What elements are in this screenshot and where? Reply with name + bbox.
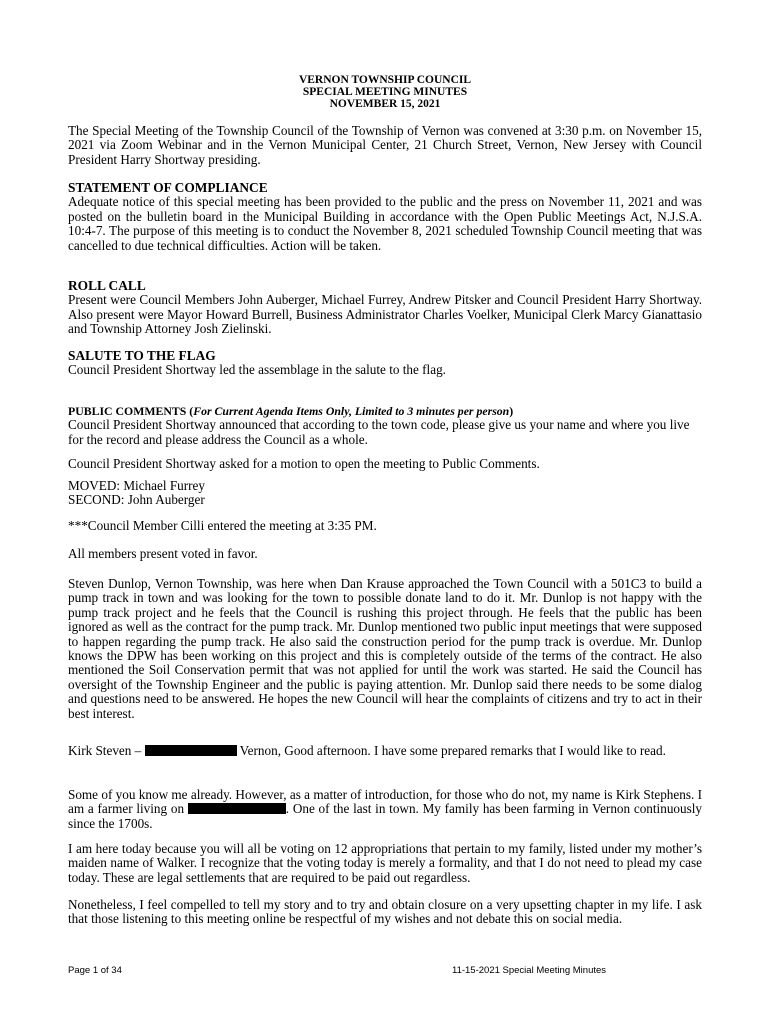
- roll-call-heading: ROLL CALL: [68, 278, 146, 293]
- vote-result: All members present voted in favor.: [68, 546, 258, 561]
- kirk-paragraph-1: [68, 788, 702, 831]
- public-comments-qualifier: For Current Agenda Items Only, Limited to 3 minutes per person: [193, 404, 510, 418]
- kirk-intro-text: Vernon, Good afternoon. I have some prepared remarks that I would like to read.: [236, 743, 666, 758]
- compliance-body: Adequate notice of this special meeting has been provided to the public and the press on November 11, 2021 and was posted on the bulletin board in the Municipal Building in accordance with the Open Public Meetings Act, N.J.S.A. 10:4-7. The purpose of this meeting is to conduct the November 8, 2021 scheduled Township Council meeting that was cancelled to due technical difficulties. Action will be taken.: [68, 194, 702, 253]
- dunlop-comment: Steven Dunlop, Vernon Township, was here when Dan Krause approached the Town Council with a 501C3 to build a pump track in town and was looking for the town to possible donate land to do it. Mr. Dunlop is not happy with the pump track project and he feels that the Council is rushing this project through. He feels that the public has been ignored as well as the contract for the pump track. Mr. Dunlop mentioned two public input meetings that were supposed to happen regarding the pump track. He also said the construction period for the pump track is overdue. Mr. Dunlop knows the DPW has been working on this project and this is completely outside of the terms of the contract. He also mentioned the Soil Conservation permit that was not applied for until the work was started. He said the Council has oversight of the Township Engineer and the public is paying attention. Mr. Dunlop said there needs to be some dialog and questions need to be answered. He hopes the new Council will hear the complaints of citizens and try to act in their best interest.: [68, 576, 702, 721]
- motion-request: Council President Shortway asked for a motion to open the meeting to Public Comments.: [68, 456, 540, 471]
- compliance-heading: STATEMENT OF COMPLIANCE: [68, 180, 268, 195]
- roll-call-body: Present were Council Members John Auberger, Michael Furrey, Andrew Pitsker and Council President Harry Shortway. Also present were Mayor Howard Burrell, Business Administrator Charles Voelker, Municipal Clerk Marcy Gianattasio and Township Attorney Josh Zielinski.: [68, 292, 702, 337]
- public-comments-title: PUBLIC COMMENTS: [68, 404, 187, 418]
- salute-section: [68, 349, 702, 378]
- footer-document-title: 11-15-2021 Special Meeting Minutes: [452, 965, 607, 976]
- intro-paragraph: The Special Meeting of the Township Council of the Township of Vernon was convened at 3:30 p.m. on November 15, 2021 via Zoom Webinar and in the Vernon Municipal Center, 21 Church Street, Vernon, New Jersey with Council President Harry Shortway presiding.: [68, 123, 702, 167]
- redacted-address-box: [188, 803, 286, 814]
- salute-body: Council President Shortway led the assemblage in the salute to the flag.: [68, 362, 446, 378]
- document-header: [0, 74, 770, 110]
- compliance-section: [68, 181, 702, 253]
- kirk-p1-text-b: . One of the last in town. My family has been farming in Vernon continuously since the 1700s.: [68, 801, 702, 831]
- cilli-entered-note: ***Council Member Cilli entered the meeting at 3:35 PM.: [68, 518, 377, 533]
- header-title: VERNON TOWNSHIP COUNCIL: [298, 74, 472, 86]
- salute-heading: SALUTE TO THE FLAG: [68, 348, 216, 363]
- public-comments-body: Council President Shortway announced that according to the town code, please give us your name and where you live for the record and please address the Council as a whole.: [68, 417, 690, 447]
- header-subtitle: SPECIAL MEETING MINUTES: [302, 86, 468, 98]
- kirk-intro-name: Kirk Steven –: [68, 743, 145, 758]
- motion-block: [68, 479, 702, 508]
- kirk-paragraph-2: I am here today because you will all be voting on 12 appropriations that pertain to my family, listed under my mother’s maiden name of Walker. I recognize that the voting today is merely a formality, and that I do not need to plead my case today. These are legal settlements that are required to be paid out regardless.: [68, 841, 702, 885]
- kirk-paragraph-3: Nonetheless, I feel compelled to tell my story and to try and obtain closure on a very upsetting chapter in my life. I ask that those listening to this meeting online be respectful of my wishes and not debate this on social media.: [68, 897, 702, 927]
- qualifier-close-paren: ): [509, 404, 514, 418]
- second-line: SECOND: John Auberger: [68, 492, 205, 508]
- redacted-address-box: [145, 745, 237, 756]
- public-comments-heading: [68, 404, 702, 418]
- footer-page-number: Page 1 of 34: [68, 965, 122, 976]
- roll-call-section: [68, 279, 702, 337]
- header-date: NOVEMBER 15, 2021: [329, 98, 441, 110]
- moved-line: MOVED: Michael Furrey: [68, 478, 205, 493]
- kirk-intro: [68, 744, 702, 758]
- qualifier-open-paren: (: [189, 404, 194, 418]
- kirk-p1-text-a: Some of you know me already. However, as a matter of introduction, for those who do not, my name is Kirk Stephens. I am a farmer living on: [68, 787, 702, 817]
- public-comments-section: [68, 404, 702, 447]
